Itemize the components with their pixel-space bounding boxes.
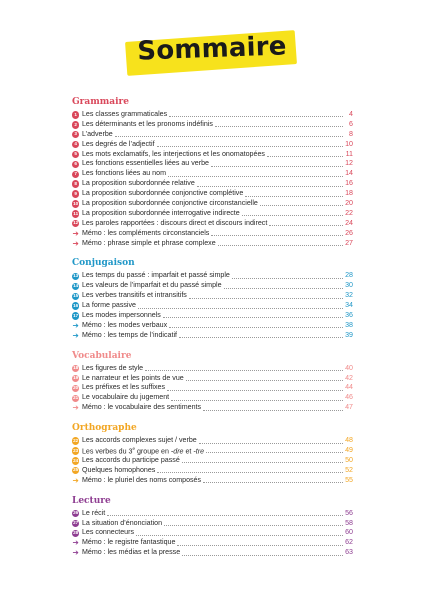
page-number: 6: [349, 119, 353, 128]
toc-entry[interactable]: [72, 548, 353, 558]
toc-entry[interactable]: [72, 281, 353, 291]
page-number: 26: [345, 228, 353, 237]
entry-label: Le narrateur et les points de vue: [81, 373, 184, 382]
dot-leader: [107, 515, 343, 516]
toc-entry[interactable]: [72, 456, 353, 466]
section-title: Grammaire: [72, 97, 130, 107]
chapter-number-badge: 12: [73, 220, 79, 226]
page-number: 38: [345, 320, 353, 329]
section-title: Orthographe: [72, 423, 137, 434]
table-of-contents: [72, 97, 353, 568]
dot-leader: [197, 186, 343, 187]
chapter-number-badge: 1: [72, 111, 79, 118]
toc-entry[interactable]: [72, 509, 353, 519]
page-number: 56: [345, 508, 353, 517]
entry-label: Les déterminants et les pronoms indéfinis: [81, 119, 213, 128]
toc-entry[interactable]: [72, 291, 353, 301]
entry-label: Les paroles rapportées : discours direct et discours indirect: [81, 218, 268, 227]
page-number: 27: [345, 238, 353, 247]
entry-label: Mémo : le pluriel des noms composés: [81, 475, 202, 484]
dot-leader: [260, 205, 343, 206]
page-number: 12: [345, 159, 353, 168]
entry-label: La proposition subordonnée conjonctive complétive: [81, 189, 244, 198]
entry-label: Le vocabulaire du jugement: [81, 393, 170, 402]
chapter-number-badge: 28: [73, 530, 79, 536]
dot-leader: [203, 482, 343, 483]
chapter-number-badge: 11: [73, 210, 79, 216]
toc-entry[interactable]: [72, 110, 353, 120]
page-number: 55: [345, 475, 353, 484]
dot-leader: [164, 525, 343, 526]
toc-entry[interactable]: [72, 519, 353, 529]
page-number: 32: [345, 291, 353, 300]
toc-entry[interactable]: [72, 301, 353, 311]
section-lecture: [72, 496, 353, 558]
arrow-right-icon: ➔: [72, 330, 79, 340]
chapter-number-badge: 14: [73, 283, 79, 288]
page-number: 63: [345, 548, 353, 557]
dot-leader: [199, 443, 343, 444]
chapter-number-badge: 16: [73, 302, 79, 308]
arrow-right-icon: ➔: [72, 403, 79, 413]
page-number: 8: [349, 129, 353, 138]
arrow-right-icon: ➔: [72, 538, 79, 548]
dot-leader: [211, 235, 343, 236]
page-number: 40: [345, 363, 353, 372]
toc-entry[interactable]: [72, 466, 353, 476]
chapter-number-badge: 5: [72, 151, 79, 158]
toc-entry[interactable]: [72, 528, 353, 538]
dot-leader: [168, 176, 343, 177]
entry-label: L’adverbe: [81, 129, 113, 138]
toc-entry[interactable]: [72, 140, 353, 150]
toc-entry[interactable]: [72, 374, 353, 384]
toc-entry[interactable]: [72, 150, 353, 160]
arrow-right-icon: ➔: [72, 548, 79, 558]
dot-leader: [224, 288, 343, 289]
page-number: 60: [345, 528, 353, 537]
entry-label: Les fonctions liées au nom: [81, 169, 166, 178]
dot-leader: [157, 472, 343, 473]
toc-entry[interactable]: [72, 403, 353, 413]
page-number: 49: [345, 446, 353, 455]
page-number: 50: [345, 455, 353, 464]
chapter-number-badge: 26: [73, 510, 79, 516]
chapter-number-badge: 8: [72, 180, 79, 187]
chapter-number-badge: 17: [73, 312, 79, 318]
page-number: 24: [345, 218, 353, 227]
toc-entry[interactable]: [72, 364, 353, 374]
entry-label: Les figures de style: [81, 363, 144, 372]
page-number: 16: [345, 179, 353, 188]
section-conjugaison: [72, 258, 353, 340]
page-number: 20: [345, 199, 353, 208]
dot-leader: [136, 535, 343, 536]
entry-label: La situation d’énonciation: [81, 518, 163, 527]
chapter-number-badge: 2: [72, 121, 79, 128]
entry-label: La forme passive: [81, 301, 137, 310]
section-title: Lecture: [72, 495, 111, 506]
arrow-right-icon: ➔: [72, 475, 79, 485]
toc-entry[interactable]: [72, 383, 353, 393]
page-number: 39: [345, 330, 353, 339]
toc-entry[interactable]: [72, 120, 353, 130]
toc-entry[interactable]: [72, 271, 353, 281]
toc-entry[interactable]: [72, 321, 353, 331]
toc-entry[interactable]: [72, 169, 353, 179]
section-vocabulaire: [72, 351, 353, 413]
dot-leader: [267, 156, 343, 157]
arrow-right-icon: ➔: [72, 228, 79, 238]
page-number: 34: [345, 301, 353, 310]
chapter-number-badge: 25: [73, 467, 79, 473]
section-grammaire: [72, 97, 353, 248]
entry-label: Les accords complexes sujet / verbe: [81, 436, 197, 445]
toc-entry[interactable]: [72, 179, 353, 189]
dot-leader: [138, 308, 343, 309]
entry-label: Les préfixes et les suffixes: [81, 383, 166, 392]
toc-entry[interactable]: [72, 199, 353, 209]
toc-entry[interactable]: [72, 159, 353, 169]
entry-label: Quelques homophones: [81, 465, 156, 474]
page-number: 42: [345, 373, 353, 382]
section-title: Vocabulaire: [72, 350, 132, 361]
dot-leader: [179, 337, 343, 338]
chapter-number-badge: 6: [72, 161, 79, 168]
toc-entry[interactable]: [72, 538, 353, 548]
dot-leader: [157, 146, 343, 147]
entry-label: Les verbes du 3e groupe en -dre et -tre: [81, 446, 205, 456]
chapter-number-badge: 10: [73, 200, 79, 206]
entry-label: Mémo : le registre fantastique: [81, 538, 176, 547]
dot-leader: [203, 410, 343, 411]
dot-leader: [145, 370, 343, 371]
entry-label: La proposition subordonnée relative: [81, 179, 195, 188]
entry-label: Mémo : phrase simple et phrase complexe: [81, 238, 216, 247]
chapter-number-badge: 24: [73, 457, 79, 463]
chapter-number-badge: 13: [73, 273, 79, 279]
toc-entry[interactable]: [72, 311, 353, 321]
chapter-number-badge: 9: [72, 190, 79, 197]
chapter-number-badge: 4: [72, 141, 79, 148]
entry-label: Les accords du participe passé: [81, 455, 180, 464]
arrow-right-icon: ➔: [72, 238, 79, 248]
entry-label: Mémo : les médias et la presse: [81, 548, 181, 557]
dot-leader: [163, 317, 343, 318]
page-number: 62: [345, 538, 353, 547]
section-orthographe: [72, 423, 353, 485]
dot-leader: [115, 136, 343, 137]
page-number: 28: [345, 271, 353, 280]
toc-entry[interactable]: [72, 130, 353, 140]
chapter-number-badge: 22: [73, 437, 79, 443]
chapter-number-badge: 21: [73, 395, 79, 401]
entry-label: La proposition subordonnée interrogative indirecte: [81, 208, 240, 217]
entry-label: Le récit: [81, 508, 106, 517]
dot-leader: [169, 116, 343, 117]
dot-leader: [167, 390, 343, 391]
page-number: 48: [345, 436, 353, 445]
toc-entry[interactable]: [72, 446, 353, 456]
page-number: 52: [345, 465, 353, 474]
section-title: Conjugaison: [72, 258, 135, 269]
chapter-number-badge: 20: [73, 385, 79, 391]
dot-leader: [171, 400, 343, 401]
dot-leader: [189, 298, 343, 299]
page-number: 11: [345, 149, 353, 158]
dot-leader: [232, 278, 343, 279]
toc-entry[interactable]: [72, 189, 353, 199]
toc-entry[interactable]: [72, 229, 353, 239]
entry-label: Les connecteurs: [81, 528, 135, 537]
toc-entry[interactable]: [72, 393, 353, 403]
chapter-number-badge: 7: [72, 171, 79, 178]
entry-label: La proposition subordonnée conjonctive circonstancielle: [81, 199, 258, 208]
entry-label: Les mots exclamatifs, les interjections et les onomatopées: [81, 149, 265, 158]
chapter-number-badge: 3: [72, 131, 79, 138]
title-banner: [126, 30, 298, 76]
dot-leader: [211, 166, 343, 167]
page-number: 18: [345, 189, 353, 198]
dot-leader: [182, 462, 343, 463]
entry-label: Les verbes transitifs et intransitifs: [81, 291, 187, 300]
entry-label: Les valeurs de l’imparfait et du passé simple: [81, 281, 222, 290]
page-title: Sommaire: [136, 31, 288, 67]
page-number: 10: [345, 139, 353, 148]
page-number: 30: [345, 281, 353, 290]
toc-entry[interactable]: [72, 239, 353, 249]
toc-entry[interactable]: [72, 209, 353, 219]
dot-leader: [182, 555, 343, 556]
entry-label: Les modes impersonnels: [81, 311, 161, 320]
dot-leader: [169, 327, 343, 328]
entry-label: Mémo : les modes verbaux: [81, 320, 168, 329]
dot-leader: [186, 380, 343, 381]
page-number: 4: [349, 110, 353, 118]
entry-label: Les degrés de l’adjectif: [81, 139, 155, 148]
chapter-number-badge: 15: [73, 292, 79, 298]
chapter-number-badge: 19: [73, 375, 79, 381]
dot-leader: [215, 126, 343, 127]
dot-leader: [206, 452, 343, 453]
entry-label: Mémo : le vocabulaire des sentiments: [81, 403, 202, 412]
page-number: 44: [345, 383, 353, 392]
entry-label: Mémo : les compléments circonstanciels: [81, 228, 210, 237]
entry-label: Les classes grammaticales: [81, 110, 168, 118]
page-number: 46: [345, 393, 353, 402]
page-number: 14: [345, 169, 353, 178]
toc-entry[interactable]: [72, 476, 353, 486]
page-number: 22: [345, 208, 353, 217]
toc-entry[interactable]: [72, 219, 353, 229]
dot-leader: [245, 196, 343, 197]
entry-label: Les fonctions essentielles liées au verbe: [81, 159, 209, 168]
toc-entry[interactable]: [72, 331, 353, 341]
dot-leader: [242, 215, 343, 216]
page-number: 36: [345, 311, 353, 320]
arrow-right-icon: ➔: [72, 320, 79, 330]
chapter-number-badge: 27: [73, 520, 79, 526]
dot-leader: [218, 245, 343, 246]
dot-leader: [269, 225, 343, 226]
chapter-number-badge: 18: [73, 365, 79, 371]
entry-label: Mémo : les temps de l’indicatif: [81, 330, 177, 339]
page-number: 47: [345, 403, 353, 412]
page-number: 58: [345, 518, 353, 527]
chapter-number-badge: 23: [73, 447, 79, 453]
entry-label: Les temps du passé : imparfait et passé simple: [81, 271, 230, 280]
dot-leader: [177, 545, 343, 546]
